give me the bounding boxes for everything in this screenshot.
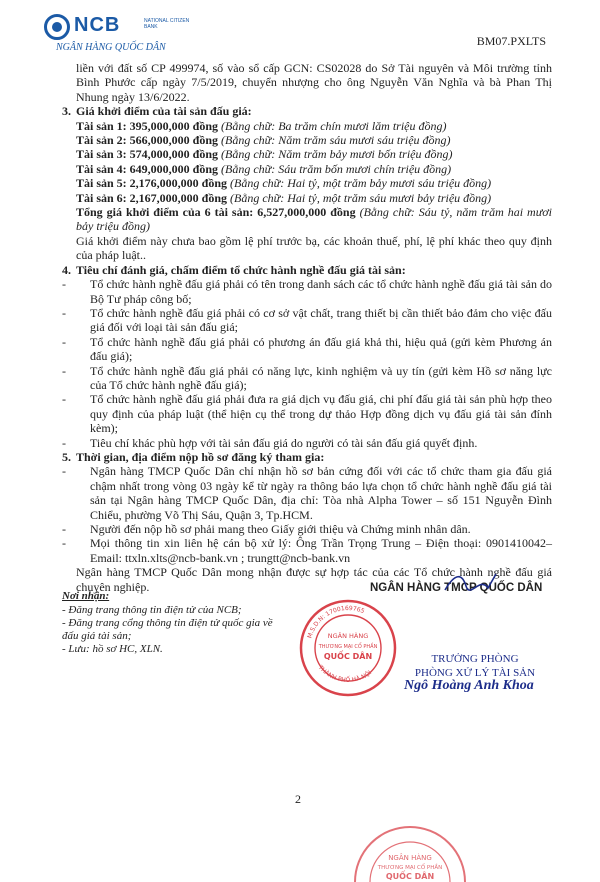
total-price-row: Tổng giá khởi điểm của 6 tài sản: 6,527,000,000 đồng (Bằng chữ: Sáu tỷ, năm trăm hai mươi bảy triệu đồng) — [76, 205, 553, 234]
signer-title: TRƯỞNG PHÒNG PHÒNG XỬ LÝ TÀI SẢN — [414, 653, 536, 679]
submission-item: - Người đến nộp hồ sơ phải mang theo Giấy giới thiệu và Chứng minh nhân dân. — [76, 522, 552, 536]
criteria-item: - Tổ chức hành nghề đấu giá phải có phương án đấu giá khả thi, hiệu quả (gửi kèm Phương án đấu giá); — [76, 335, 552, 364]
asset-price-row: Tài sản 6: 2,167,000,000 đồng (Bằng chữ: Hai tỷ, một trăm sáu mươi bảy triệu đồng) — [76, 190, 492, 205]
criteria-item: - Tiêu chí khác phù hợp với tài sản đấu giá do người có tài sản đấu giá quyết định. — [76, 436, 552, 450]
logo-subtitle: NGÂN HÀNG QUỐC DÂN — [56, 42, 166, 53]
svg-text:THƯƠNG MẠI CỔ PHẦN: THƯƠNG MẠI CỔ PHẦN — [377, 865, 443, 871]
criteria-item: - Tổ chức hành nghề đấu giá phải có tên trong danh sách các tổ chức hành nghề đấu giá tài sản do Bộ Tư pháp công bố; — [76, 277, 552, 306]
submission-item: - Mọi thông tin xin liên hệ cán bộ xử lý: Ông Trần Trọng Trung – Điện thoại: 0901410042– Email: ttxln.xlts@ncb-bank.vn ; trungtt@ncb-bank.vn — [76, 536, 552, 565]
logo-tagline: NATIONAL CITIZEN BANK — [144, 18, 190, 30]
criteria-item: - Tổ chức hành nghề đấu giá phải có năng lực, kinh nghiệm và uy tín (gửi kèm Hồ sơ năng lực của Tổ chức hành nghề đấu giá); — [76, 364, 552, 393]
recipient-item: - Đăng trang thông tin điện tử của NCB; — [62, 604, 242, 616]
submission-list — [62, 464, 552, 565]
signing-organization: NGÂN HÀNG TMCP QUỐC DÂN — [370, 582, 543, 594]
recipients-block — [62, 590, 282, 656]
signer-name: Ngô Hoàng Anh Khoa — [404, 678, 534, 693]
handwritten-signature — [440, 568, 500, 598]
svg-text:THƯƠNG MẠI CỔ PHẦN: THƯƠNG MẠI CỔ PHẦN — [318, 644, 378, 650]
asset-price-list — [62, 119, 552, 234]
criteria-item: - Tổ chức hành nghề đấu giá phải có cơ sở vật chất, trang thiết bị cần thiết bảo đảm cho việc đấu giá đối với loại tài sản đấu giá; — [76, 306, 552, 335]
svg-text:NGÂN HÀNG: NGÂN HÀNG — [327, 632, 369, 640]
asset-price-row: Tài sản 2: 566,000,000 đồng (Bằng chữ: Năm trăm sáu mươi sáu triệu đồng) — [76, 133, 451, 148]
submission-item: - Ngân hàng TMCP Quốc Dân chỉ nhận hồ sơ bản cứng đối với các tổ chức tham gia đấu giá chậm nhất trong vòng 03 ngày kể từ ngày ra thông báo lựa chọn tổ chức hành nghề đấu giá tài sản tại Ngân hàng TMCP Quốc Dân, địa chỉ: Tòa nhà Alpha Tower – số 151 Nguyễn Đình Chiểu, phường Võ Thị Sáu, Quận 3, Tp.HCM. — [76, 464, 552, 522]
section-3-heading: 3. Giá khởi điểm của tài sản đấu giá: — [62, 104, 252, 119]
criteria-list — [62, 277, 552, 450]
asset-price-row: Tài sản 3: 574,000,000 đồng (Bằng chữ: Năm trăm bảy mươi bốn triệu đồng) — [76, 147, 453, 162]
asset-price-row: Tài sản 4: 649,000,000 đồng (Bằng chữ: Sáu trăm bốn mươi chín triệu đồng) — [76, 161, 452, 176]
svg-text:QUỐC DÂN: QUỐC DÂN — [323, 652, 373, 661]
recipients-title: Nơi nhận: — [62, 590, 110, 602]
svg-text:QUỐC DÂN: QUỐC DÂN — [385, 872, 435, 881]
document-body — [62, 61, 552, 594]
svg-text:M.S.D.N: 1700169765: M.S.D.N: 1700169765 — [306, 604, 366, 640]
svg-text:NGÂN HÀNG: NGÂN HÀNG — [388, 854, 432, 862]
partial-seal-bottom — [350, 822, 470, 882]
company-seal — [298, 598, 398, 698]
svg-text:THÀNH PHỐ HÀ NỘI: THÀNH PHỐ HÀ NỘI — [316, 664, 374, 684]
page-number: 2 — [295, 792, 301, 806]
recipient-item: - Lưu: hồ sơ HC, XLN. — [62, 643, 163, 655]
form-code: BM07.PXLTS — [476, 34, 546, 48]
recipient-item: - Đăng trang cổng thông tin điện tử quốc gia về đấu giá tài sản; — [62, 617, 273, 642]
section-4-heading: 4. Tiêu chí đánh giá, chấm điểm tổ chức hành nghề đấu giá tài sản: — [62, 262, 406, 277]
asset-price-row: Tài sản 5: 2,176,000,000 đồng (Bằng chữ: Hai tỷ, một trăm bảy mươi sáu triệu đồng) — [76, 176, 492, 191]
asset-price-row: Tài sản 1: 395,000,000 đồng (Bằng chữ: Ba trăm chín mươi lăm triệu đồng) — [76, 118, 447, 133]
intro-paragraph: liền với đất số CP 499974, số vào sổ cấp GCN: CS02028 do Sở Tài nguyên và Môi trường tỉnh Bình Phước cấp ngày 7/5/2019, chuyển nhượng cho ông Nguyễn Văn Nghĩa và bà Phan Thị Nhung ngày 13/6/2022. — [76, 61, 552, 104]
ncb-logo — [44, 14, 234, 54]
criteria-item: - Tổ chức hành nghề đấu giá phải đưa ra giá dịch vụ đấu giá, chi phí đấu giá tài sản phù hợp theo quy định của pháp luật (thể hiện cụ thể trong dự thảo Hợp đồng dịch vụ đấu giá tài sản đính kèm); — [76, 392, 552, 435]
closing-paragraph: Ngân hàng TMCP Quốc Dân mong nhận được sự hợp tác của các Tổ chức hành nghề đấu giá chuyên nghiệp. — [76, 565, 552, 594]
logo-name: NCB — [74, 14, 121, 36]
price-note: Giá khởi điểm này chưa bao gồm lệ phí trước bạ, các khoản thuế, phí, lệ phí khác theo quy định của pháp luật.. — [76, 233, 552, 263]
section-5-heading: 5. Thời gian, địa điểm nộp hồ sơ đăng ký tham gia: — [62, 449, 325, 464]
ncb-logo-icon — [44, 14, 70, 40]
